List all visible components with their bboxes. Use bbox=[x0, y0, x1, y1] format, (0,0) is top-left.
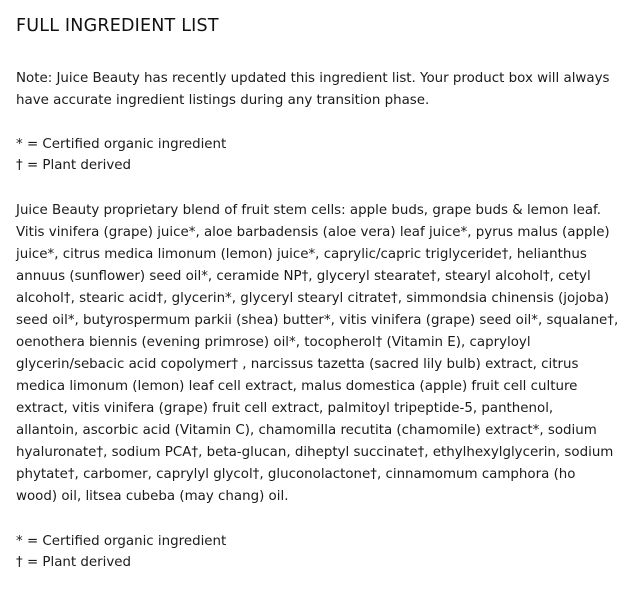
legend-plant-derived: † = Plant derived bbox=[16, 158, 132, 173]
legend-top bbox=[16, 134, 619, 176]
legend-plant-derived: † = Plant derived bbox=[16, 555, 132, 570]
legend-organic: * = Certified organic ingredient bbox=[16, 534, 227, 549]
update-note: Note: Juice Beauty has recently updated this ingredient list. Your product box will always have accurate ingredient listings during any transition phase. bbox=[16, 71, 610, 108]
ingredients-paragraph: Juice Beauty proprietary blend of fruit stem cells: apple buds, grape buds & lemon leaf. Vitis vinifera (grape) juice*, aloe barbadensis (aloe vera) leaf juice*, pyrus malus (apple) juice*, citrus medica limonum (lemon) juice*, caprylic/capric triglyceride†, helianthus annuus (sunflower) seed oil*, ceramide NP†, glyceryl stearate†, stearyl alcohol†, cetyl alcohol†, stearic acid†, glycerin*, glyceryl stearyl citrate†, simmondsia chinensis (jojoba) seed oil*, butyrospermum parkii (shea) butter*, vitis vinifera (grape) seed oil*, squalane†, oenothera biennis (evening primrose) oil*, tocopherol† (Vitamin E), capryloyl glycerin/sebacic acid copolymer† , narcissus tazetta (sacred lily bulb) extract, citrus medica limonum (lemon) leaf cell extract, malus domestica (apple) fruit cell culture extract, vitis vinifera (grape) fruit cell extract, palmitoyl tripeptide-5, panthenol, allantoin, ascorbic acid (Vitamin C), chamomilla recutita (chamomile) extract*, sodium hyaluronate†, sodium PCA†, beta-glucan, diheptyl succinate†, ethylhexylglycerin, sodium phytate†, carbomer, caprylyl glycol†, gluconolactone†, cinnamomum camphora (ho wood) oil, litsea cubeba (may chang) oil. bbox=[16, 203, 619, 504]
legend-organic: * = Certified organic ingredient bbox=[16, 137, 227, 152]
page-title: FULL INGREDIENT LIST bbox=[16, 16, 219, 36]
legend-bottom bbox=[16, 531, 619, 573]
